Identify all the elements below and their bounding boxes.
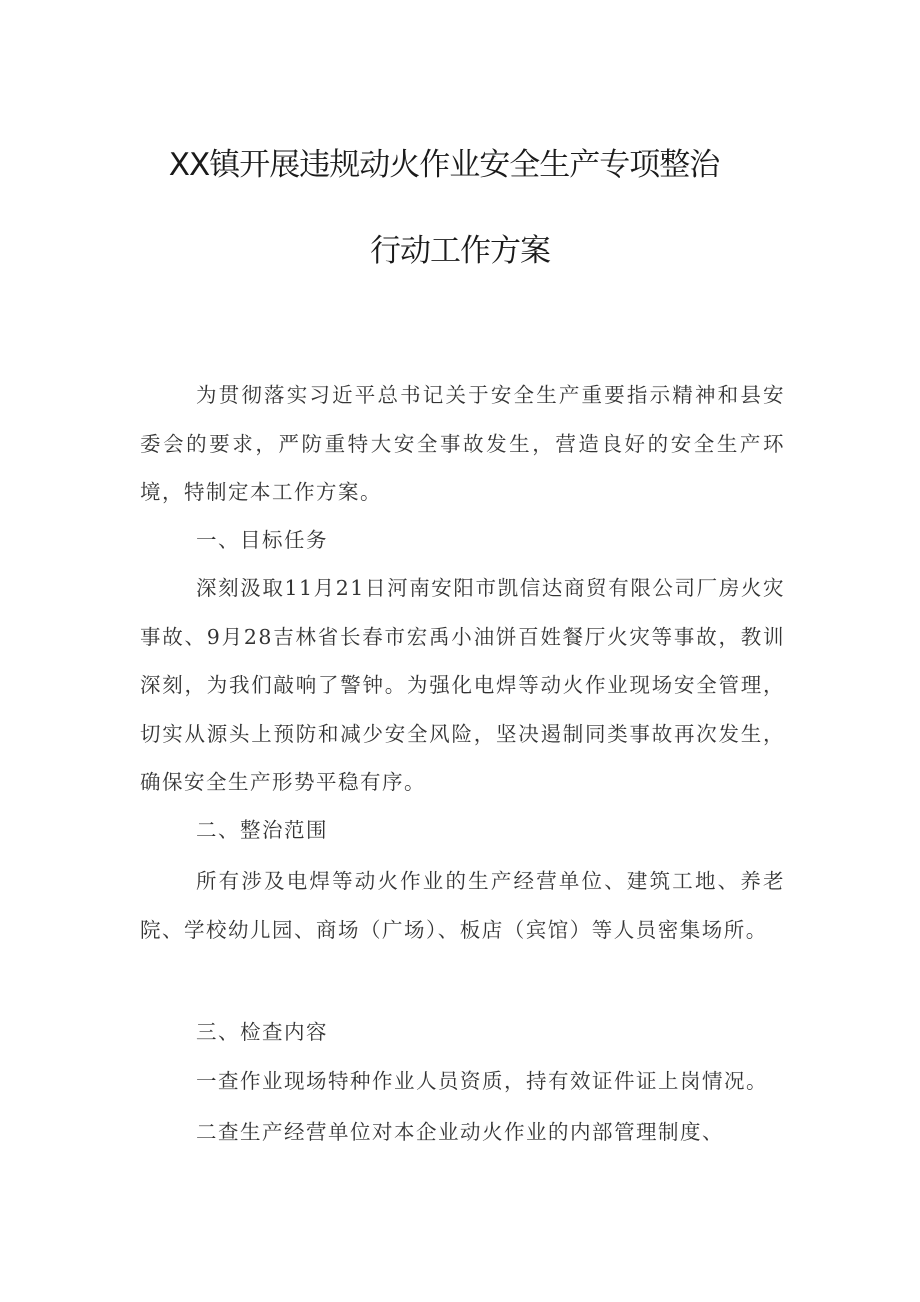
document-title-line-1: XX镇开展违规动火作业安全生产专项整治 — [168, 147, 720, 183]
check-item-2: 二查生产经营单位对本企业动火作业的内部管理制度、 — [196, 1120, 724, 1144]
intro-paragraph: 为贯彻落实习近平总书记关于安全生产重要指示精神和县安委会的要求，严防重特大安全事故发生，营造良好的安全生产环境，特制定本工作方案。 — [140, 383, 785, 504]
section-2-paragraph: 所有涉及电焊等动火作业的生产经营单位、建筑工地、养老院、学校幼儿园、商场（广场）、板店（宾馆）等人员密集场所。 — [140, 869, 785, 942]
document-title-line-2: 行动工作方案 — [370, 233, 550, 269]
section-1-paragraph: 深刻汲取11月21日河南安阳市凯信达商贸有限公司厂房火灾事故、9月28吉林省长春市宏禹小油饼百姓餐厅火灾等事故，教训深刻，为我们敲响了警钟。为强化电焊等动火作业现场安全管理，切实从源头上预防和减少安全风险，坚决遏制同类事故再次发生，确保安全生产形势平稳有序。 — [140, 576, 785, 794]
section-2-heading: 二、整治范围 — [196, 818, 328, 842]
section-3-heading: 三、检查内容 — [196, 1020, 328, 1044]
check-item-1: 一查作业现场特种作业人员资质，持有效证件证上岗情况。 — [196, 1069, 768, 1093]
section-1-heading: 一、目标任务 — [196, 528, 328, 552]
